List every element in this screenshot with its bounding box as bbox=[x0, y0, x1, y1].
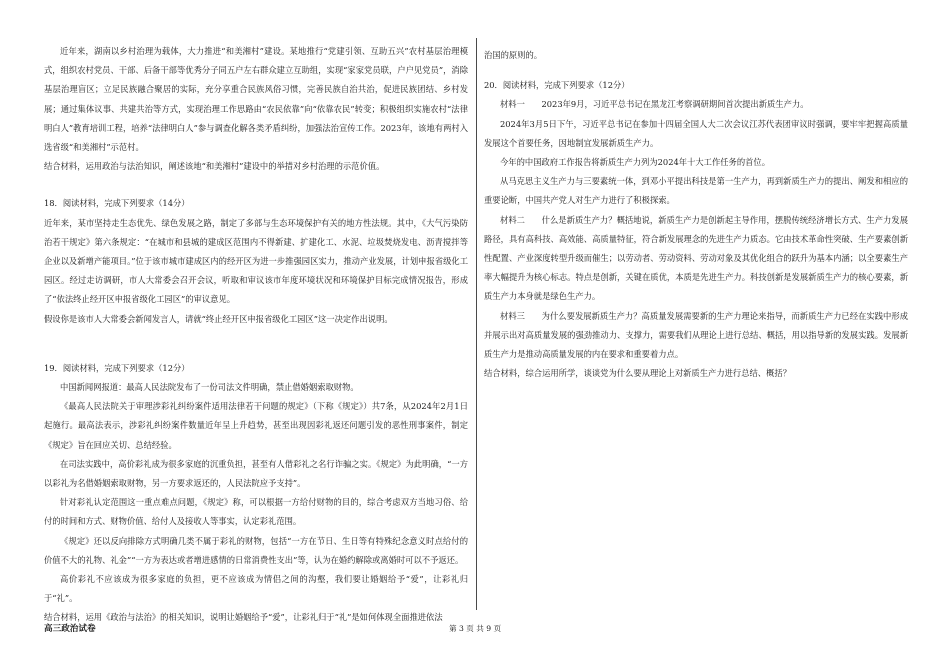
material-1-line-1: 材料一 2023年9月，习近平总书记在黑龙江考察调研期间首次提出新质生产力。 bbox=[500, 99, 809, 110]
question-19-title: 19．阅读材料，完成下列要求（12分） bbox=[44, 362, 190, 373]
question-18-material: 近年来，某市坚持走生态优先、绿色发展之路，制定了多部与生态环境保护有关的地方性法规。其中，《大气污染防治若干规定》第六条规定：“在城市和县城的建成区范围内不得新建、扩建化工、水泥、垃圾焚烧发电、沥青搅拌等企业以及新增产能项目。”位于该市城市建成区内的经开区为进一步推强园区实力，推动产业发展，计划申报省级化工园区。经过走访调研，市人大常委会召开会议，听取和审议该市年度环境状况和环境保护目标完成情况报告，形成了“依法终止经开区申报省级化工园区”的审议意见。 bbox=[44, 217, 468, 305]
page-number: 第 3 页 共 9 页 bbox=[448, 624, 502, 633]
exam-subject-label: 高三政治试卷 bbox=[44, 624, 96, 634]
question-19-material-5: 《规定》还以反向排除方式明确几类不属于彩礼的财物，包括“一方在节日、生日等有特殊纪念意义时点给付的价值不大的礼物、礼金”“一方为表达或者增进感情的日常消费性支出”等，认为在婚约解除或离婚时可以不予返还。 bbox=[44, 535, 468, 565]
question-17-task: 结合材料，运用政治与法治知识，阐述该地“和美湘村”建设中的举措对乡村治理的示范价值。 bbox=[44, 161, 385, 172]
material-1-line-2: 2024年3月5日下午，习近平总书记在参加十四届全国人大二次会议江苏代表团审议时强调，要牢牢把握高质量发展这个首要任务，因地制宜发展新质生产力。 bbox=[484, 118, 908, 148]
question-18-title: 18．阅读材料，完成下列要求（14分） bbox=[44, 198, 190, 209]
question-20-title: 20．阅读材料，完成下列要求（12分） bbox=[484, 80, 630, 91]
paragraph-village-governance: 近年来，湖南以乡村治理为载体，大力推进“和美湘村”建设。某地推行“党建引领、互助五兴”农村基层治理模式，组织农村党员、干部、后备干部等优秀分子同五户左右群众建立互助组，实现“家家党员联，户户见党员”，消除基层治理盲区；立足民族融合聚居的实际，充分享重合民族风俗习惯，完善民族自治共治，促进民族团结、乡村发展；通过集体议事、共建共治等方式，实现治理工作思路由“农民依靠”向“依靠农民”转变；积极组织实施农村“法律明白人”教育培训工程，培养“法律明白人”参与调查化解各类矛盾纠纷，加强法治宣传工作。2023年，该地有两村入选省级“和美湘村”示范村。 bbox=[44, 46, 468, 153]
material-3: 材料三 为什么要发展新质生产力？高质量发展需要新的生产力理论来指导，而新质生产力已经在实践中形成并展示出对高质量发展的强劲推动力、支撑力，需要我们从理论上进行总结、概括，用以指导新的发展实践。发展新质生产力是推动高质量发展的内在要求和重要着力点。 bbox=[484, 310, 908, 360]
material-2: 材料二 什么是新质生产力？概括地说，新质生产力是创新起主导作用，摆脱传统经济增长方式、生产力发展路径，具有高科技、高效能、高质量特征，符合新发展理念的先进生产力质态。它由技术革命性突破、生产要素创新性配置、产业深度转型升级而催生；以劳动者、劳动资料、劳动对象及其优化组合的跃升为基本内涵；以全要素生产率大幅提升为核心标志。特点是创新，关键在质优，本质是先进生产力。科技创新是发展新质生产力的核心要素，新质生产力本身就是绿色生产力。 bbox=[484, 214, 908, 302]
material-1-line-4: 从马克思主义生产力与三要素统一体，到邓小平提出科技是第一生产力，再到新质生产力的提出、阐发和相应的重要论断，中国共产党人对生产力进行了积极探索。 bbox=[484, 176, 908, 206]
right-column bbox=[484, 46, 908, 383]
left-column bbox=[44, 42, 468, 628]
question-19-material-2: 《最高人民法院关于审理涉彩礼纠纷案件适用法律若干问题的规定》（下称《规定》）共7条，从2024年2月1日起施行。最高法表示，涉彩礼纠纷案件数量近年呈上升趋势，甚至出现因彩礼返还问题引发的恶性刑事案件，制定《规定》旨在回应关切、总结经验。 bbox=[44, 401, 468, 450]
question-19-material-3: 在司法实践中，高价彩礼成为很多家庭的沉重负担，甚至有人借彩礼之名行诈骗之实。《规定》为此明确，“一方以彩礼为名借婚姻索取财物，另一方要求返还的，人民法院应予支持”。 bbox=[44, 458, 468, 489]
question-19-material-1: 中国新闻网报道：最高人民法院发布了一份司法文件明确，禁止借婚姻索取财物。 bbox=[60, 382, 359, 393]
question-19-task-continued: 治国的原则的。 bbox=[484, 50, 543, 60]
question-19-material-4: 针对彩礼认定范围这一重点难点问题，《规定》称，可以根据一方给付财物的目的，综合考虑双方当地习俗、给付的时间和方式、财物价值、给付人及接收人等事实，认定彩礼范围。 bbox=[44, 497, 468, 527]
question-19-task: 结合材料，运用《政治与法治》的相关知识，说明让婚姻给予“爱”，让彩礼归于“礼”是如何体现全面推进依法 bbox=[44, 612, 443, 623]
question-19-material-6: 高价彩礼不应该成为很多家庭的负担，更不应该成为情侣之间的沟壑，我们要让婚姻给予“爱”，让彩礼归于“礼”。 bbox=[44, 574, 468, 604]
question-20-task: 结合材料，综合运用所学，谈谈党为什么要从理论上对新质生产力进行总结、概括？ bbox=[484, 368, 791, 379]
material-1-line-3: 今年的中国政府工作报告将新质生产力列为2024年十大工作任务的首位。 bbox=[500, 157, 771, 168]
question-18-task: 假设你是该市人大常委会新闻发言人，请就“终止经开区申报省级化工园区”这一决定作出说明。 bbox=[44, 313, 393, 324]
column-divider bbox=[476, 38, 477, 610]
